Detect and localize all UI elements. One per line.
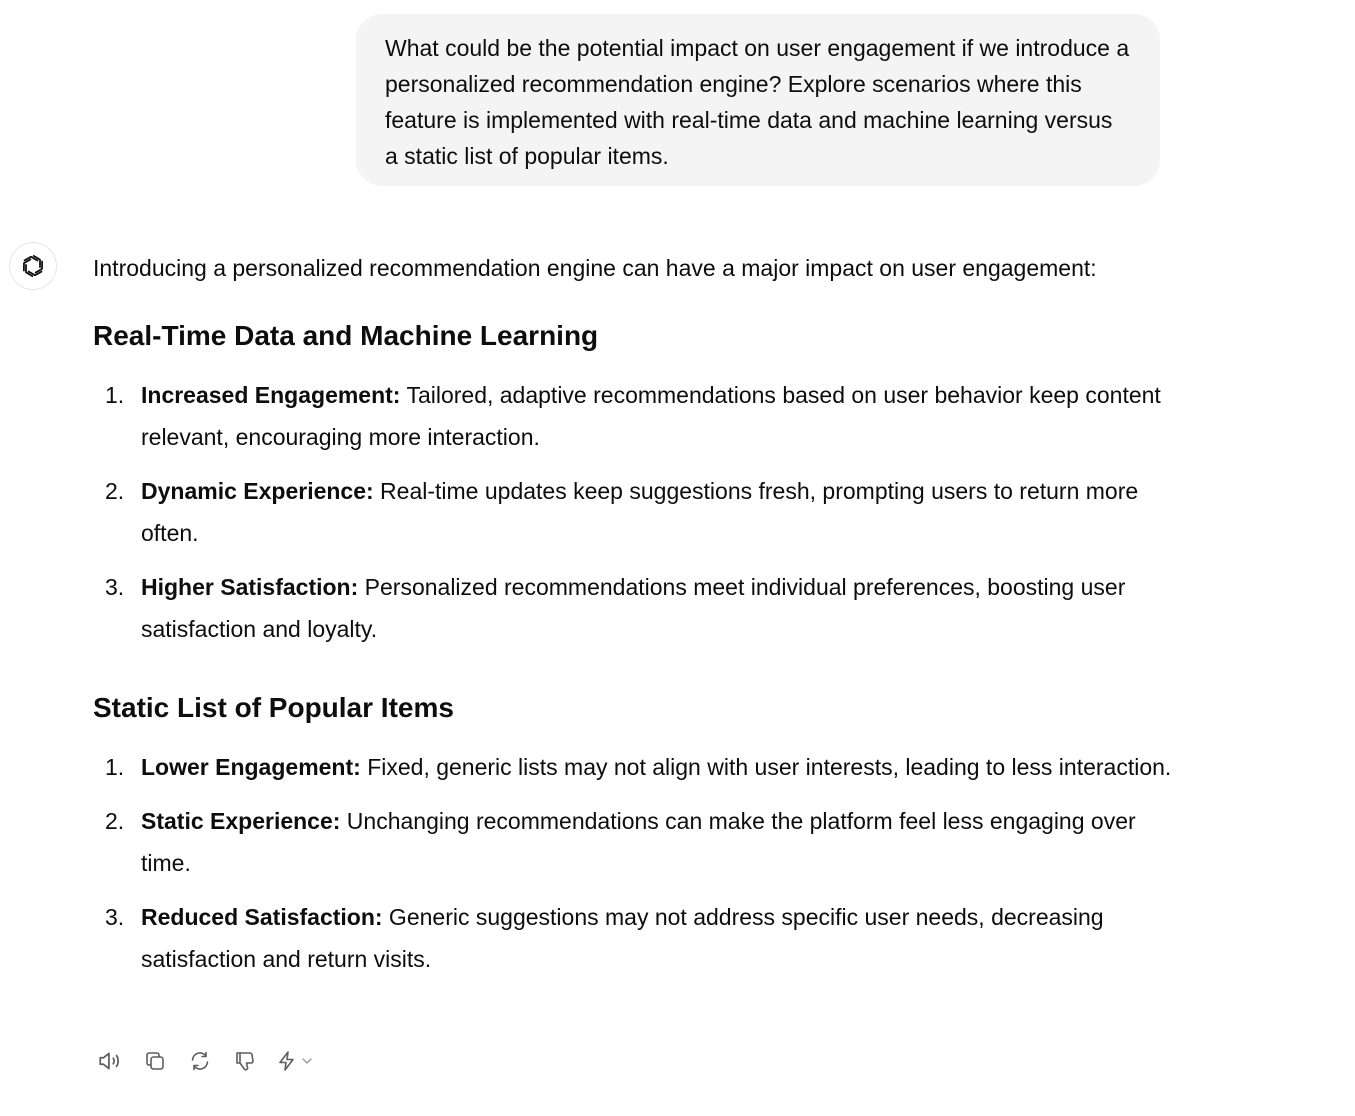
speaker-icon	[97, 1048, 123, 1074]
list-number: 2.	[105, 478, 125, 504]
list-item-text: Unchanging recommendations can make the platform feel less engaging over time.	[141, 808, 1136, 876]
regenerate-button[interactable]	[183, 1044, 217, 1078]
copy-button[interactable]	[138, 1044, 172, 1078]
realtime-list	[93, 374, 1173, 650]
chevron-down-icon	[299, 1053, 315, 1069]
message-action-toolbar	[93, 1044, 334, 1078]
assistant-response	[93, 248, 1173, 980]
list-item-text: Real-time updates keep suggestions fresh, prompting users to return more often.	[141, 478, 1139, 546]
list-item	[93, 470, 1173, 554]
assistant-avatar	[9, 242, 57, 290]
lightning-icon	[275, 1049, 299, 1073]
list-item-term: Increased Engagement:	[141, 382, 401, 408]
list-item-text: Generic suggestions may not address specific user needs, decreasing satisfaction and return visits.	[141, 904, 1104, 972]
list-item-text: Fixed, generic lists may not align with user interests, leading to less interaction.	[360, 754, 1172, 780]
list-item-text: Tailored, adaptive recommendations based on user behavior keep content relevant, encouraging more interaction.	[141, 382, 1161, 450]
list-number: 2.	[105, 808, 125, 834]
list-item	[93, 800, 1173, 884]
user-message-text: What could be the potential impact on user engagement if we introduce a personalized recommendation engine? Explore scenarios where this feature is implemented with real-time data and machine learning versus a static list of popular items.	[385, 35, 1130, 169]
user-message-bubble	[356, 14, 1160, 186]
section-heading-realtime: Real-Time Data and Machine Learning	[93, 320, 599, 351]
list-item	[93, 566, 1173, 650]
openai-logo-icon	[19, 252, 47, 280]
list-item-term: Reduced Satisfaction:	[141, 904, 383, 930]
list-item-term: Dynamic Experience:	[141, 478, 374, 504]
list-number: 1.	[105, 754, 125, 780]
list-item-text: Personalized recommendations meet individual preferences, boosting user satisfaction and loyalty.	[141, 574, 1126, 642]
list-number: 3.	[105, 904, 125, 930]
model-switch-button[interactable]	[273, 1044, 323, 1078]
list-number: 1.	[105, 382, 125, 408]
list-item	[93, 746, 1173, 788]
regenerate-icon	[188, 1049, 212, 1073]
read-aloud-button[interactable]	[93, 1044, 127, 1078]
list-item	[93, 374, 1173, 458]
thumbs-down-icon	[233, 1049, 257, 1073]
response-intro: Introducing a personalized recommendation engine can have a major impact on user engagement:	[93, 255, 1097, 281]
list-item-term: Lower Engagement:	[141, 754, 361, 780]
copy-icon	[143, 1049, 167, 1073]
list-number: 3.	[105, 574, 125, 600]
section-heading-static: Static List of Popular Items	[93, 692, 454, 723]
list-item	[93, 896, 1173, 980]
static-list	[93, 746, 1173, 980]
list-item-term: Higher Satisfaction:	[141, 574, 359, 600]
list-item-term: Static Experience:	[141, 808, 341, 834]
thumbs-down-button[interactable]	[228, 1044, 262, 1078]
